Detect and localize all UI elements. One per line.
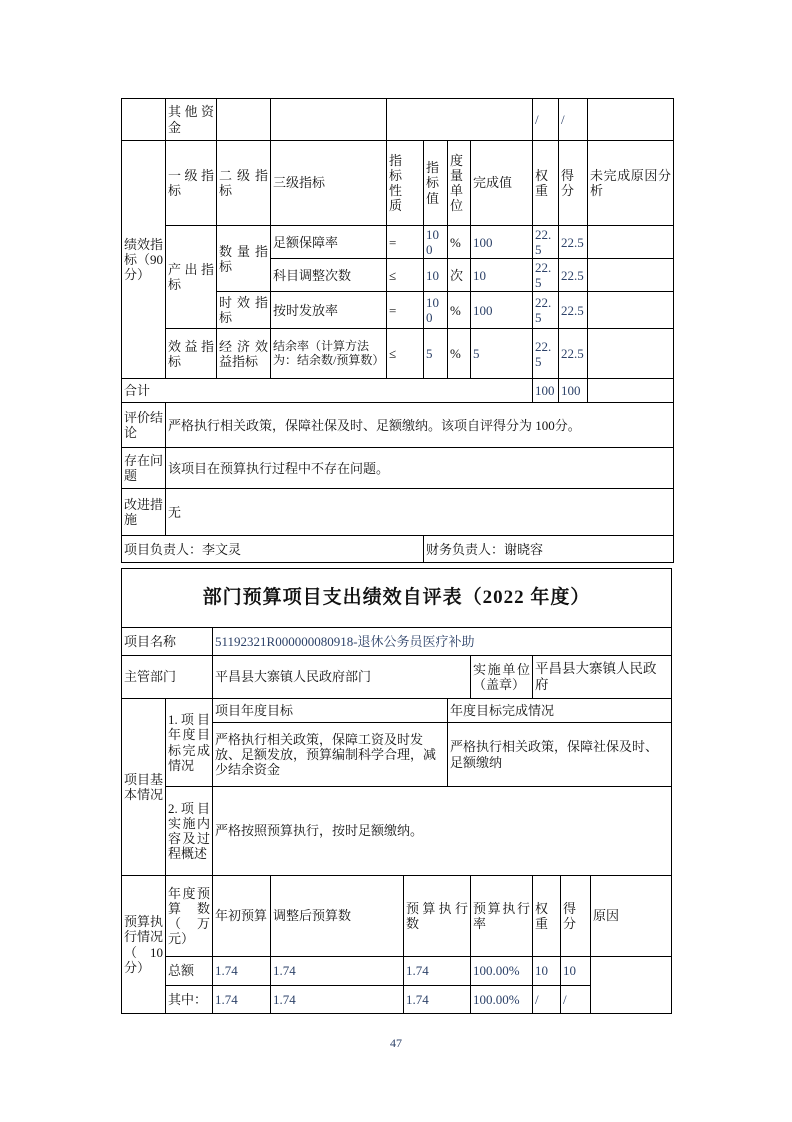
- weight-cell: 22.5: [533, 292, 559, 329]
- header-unit: 度量单位: [448, 141, 471, 226]
- score-cell: 22.5: [559, 292, 588, 329]
- score-cell: 22.5: [559, 329, 588, 379]
- carryover-weight-cell: /: [533, 99, 559, 141]
- budget-rate: 100.00%: [471, 986, 533, 1014]
- weight-cell: 22.5: [533, 226, 559, 259]
- done-cell: 100: [471, 292, 533, 329]
- project-name-row: [122, 628, 672, 656]
- unit-cell: %: [448, 226, 471, 259]
- problems-text: 该项目在预算执行过程中不存在问题。: [166, 448, 674, 489]
- conclusion-label: 评价结论: [122, 403, 166, 448]
- nature-cell: ≤: [387, 329, 424, 379]
- dept-value: 平昌县大寨镇人民政府部门: [213, 656, 471, 699]
- header-nature: 指标性质: [387, 141, 424, 226]
- level2-economic: 经济效益指标: [217, 329, 271, 379]
- budget-score: /: [561, 986, 591, 1014]
- measures-text: 无: [166, 489, 674, 536]
- level3-cell: 按时发放率: [271, 292, 387, 329]
- budget-detail-row: [122, 986, 672, 1014]
- budget-header-reason: 原因: [591, 876, 672, 957]
- page-number: 47: [390, 1036, 402, 1050]
- budget-executed: 1.74: [404, 957, 471, 986]
- level1-benefit: 效益指标: [166, 329, 217, 379]
- header-value: 指标值: [424, 141, 448, 226]
- total-weight: 100: [533, 379, 559, 403]
- goal-section-label: 1.项目年度目标完成情况: [166, 699, 213, 787]
- budget-reason-cell: [591, 957, 672, 1014]
- indicator-row: [122, 226, 674, 259]
- budget-total-row: [122, 957, 672, 986]
- total-label: 合计: [122, 379, 533, 403]
- reason-cell: [588, 226, 674, 259]
- value-cell: 10: [424, 259, 448, 292]
- level1-output: 产出指标: [166, 226, 217, 329]
- budget-row-name: 其中：: [166, 986, 213, 1014]
- budget-header-score: 得分: [561, 876, 591, 957]
- score-cell: 22.5: [559, 259, 588, 292]
- budget-header-adjusted: 调整后预算数: [271, 876, 404, 957]
- goal-text: 严格执行相关政策，保障工资及时发放、足额发放，预算编制科学合理，减少结余资金: [213, 723, 448, 787]
- title-row: [122, 569, 672, 628]
- budget-header-row: [122, 876, 672, 957]
- done-cell: 100: [471, 226, 533, 259]
- unit-cell: %: [448, 329, 471, 379]
- empty-cell: [387, 99, 533, 141]
- unit-cell: 次: [448, 259, 471, 292]
- reason-cell: [588, 329, 674, 379]
- weight-cell: 22.5: [533, 259, 559, 292]
- budget-weight: /: [533, 986, 561, 1014]
- measures-row: [122, 489, 674, 536]
- header-weight: 权重: [533, 141, 559, 226]
- header-reason: 未完成原因分析: [588, 141, 674, 226]
- goal-header: 项目年度目标: [213, 699, 448, 723]
- other-funds-label: 其他资金: [166, 99, 217, 141]
- level3-cell: 足额保障率: [271, 226, 387, 259]
- total-score: 100: [559, 379, 588, 403]
- conclusion-row: [122, 403, 674, 448]
- measures-label: 改进措施: [122, 489, 166, 536]
- budget-header-executed: 预算执行数: [404, 876, 471, 957]
- budget-score: 10: [561, 957, 591, 986]
- impl-overview-row: [122, 787, 672, 876]
- header-level1: 一级指标: [166, 141, 217, 226]
- carryover-row: [122, 99, 674, 141]
- budget-adjusted: 1.74: [271, 957, 404, 986]
- finance-leader: 财务负责人：谢晓容: [424, 536, 674, 563]
- budget-weight: 10: [533, 957, 561, 986]
- carryover-score-cell: /: [559, 99, 588, 141]
- total-row: [122, 379, 674, 403]
- value-cell: 5: [424, 329, 448, 379]
- impl-text: 严格按照预算执行，按时足额缴纳。: [213, 787, 672, 876]
- table-title: 部门预算项目支出绩效自评表（2022 年度）: [122, 569, 672, 628]
- done-cell: 10: [471, 259, 533, 292]
- budget-row-name: 总额: [166, 957, 213, 986]
- level2-timeliness: 时效指标: [217, 292, 271, 329]
- impl-section-label: 2.项目实施内容及过程概述: [166, 787, 213, 876]
- empty-cell: [217, 99, 271, 141]
- level3-cell: 科目调整次数: [271, 259, 387, 292]
- header-done: 完成值: [471, 141, 533, 226]
- section-label-performance: 绩效指标（90分）: [122, 141, 166, 379]
- value-cell: 100: [424, 226, 448, 259]
- budget-adjusted: 1.74: [271, 986, 404, 1014]
- department-row: [122, 656, 672, 699]
- signature-row: [122, 536, 674, 563]
- budget-initial: 1.74: [213, 986, 271, 1014]
- budget-section-label: 预算执行情况（10分）: [122, 876, 166, 1014]
- problems-row: [122, 448, 674, 489]
- reason-cell: [588, 292, 674, 329]
- performance-self-eval-table-continued: [121, 98, 674, 563]
- goal-done-text: 严格执行相关政策，保障社保及时、足额缴纳: [448, 723, 672, 787]
- reason-cell: [588, 259, 674, 292]
- nature-cell: ≤: [387, 259, 424, 292]
- budget-initial: 1.74: [213, 957, 271, 986]
- level3-cell: 结余率（计算方法为：结余数/预算数）: [271, 329, 387, 379]
- budget-rate: 100.00%: [471, 957, 533, 986]
- score-cell: 22.5: [559, 226, 588, 259]
- goal-done-header: 年度目标完成情况: [448, 699, 672, 723]
- project-name-value: 51192321R000000080918-退休公务员医疗补助: [213, 628, 672, 656]
- conclusion-text: 严格执行相关政策，保障社保及时、足额缴纳。该项自评得分为 100分。: [166, 403, 674, 448]
- impl-unit-label: 实施单位（盖章）: [471, 656, 533, 699]
- goal-header-row: [122, 699, 672, 723]
- dept-label: 主管部门: [122, 656, 213, 699]
- header-level3: 三级指标: [271, 141, 387, 226]
- weight-cell: 22.5: [533, 329, 559, 379]
- level2-quantity: 数量指标: [217, 226, 271, 292]
- budget-header-weight: 权重: [533, 876, 561, 957]
- header-score: 得分: [559, 141, 588, 226]
- header-level2: 二级指标: [217, 141, 271, 226]
- budget-project-self-eval-table: [121, 568, 672, 1014]
- budget-header-initial: 年初预算: [213, 876, 271, 957]
- project-leader: 项目负责人：李文灵: [122, 536, 424, 563]
- project-name-label: 项目名称: [122, 628, 213, 656]
- indicator-row: [122, 329, 674, 379]
- basic-info-label: 项目基本情况: [122, 699, 166, 876]
- unit-cell: %: [448, 292, 471, 329]
- budget-executed: 1.74: [404, 986, 471, 1014]
- empty-cell: [122, 99, 166, 141]
- empty-cell: [588, 99, 674, 141]
- done-cell: 5: [471, 329, 533, 379]
- nature-cell: =: [387, 292, 424, 329]
- empty-cell: [271, 99, 387, 141]
- nature-cell: =: [387, 226, 424, 259]
- problems-label: 存在问题: [122, 448, 166, 489]
- budget-header-rate: 预算执行率: [471, 876, 533, 957]
- budget-header-annual: 年度预算数（万元）: [166, 876, 213, 957]
- indicator-header-row: [122, 141, 674, 226]
- empty-cell: [588, 379, 674, 403]
- impl-unit-value: 平昌县大寨镇人民政府: [533, 656, 672, 699]
- value-cell: 100: [424, 292, 448, 329]
